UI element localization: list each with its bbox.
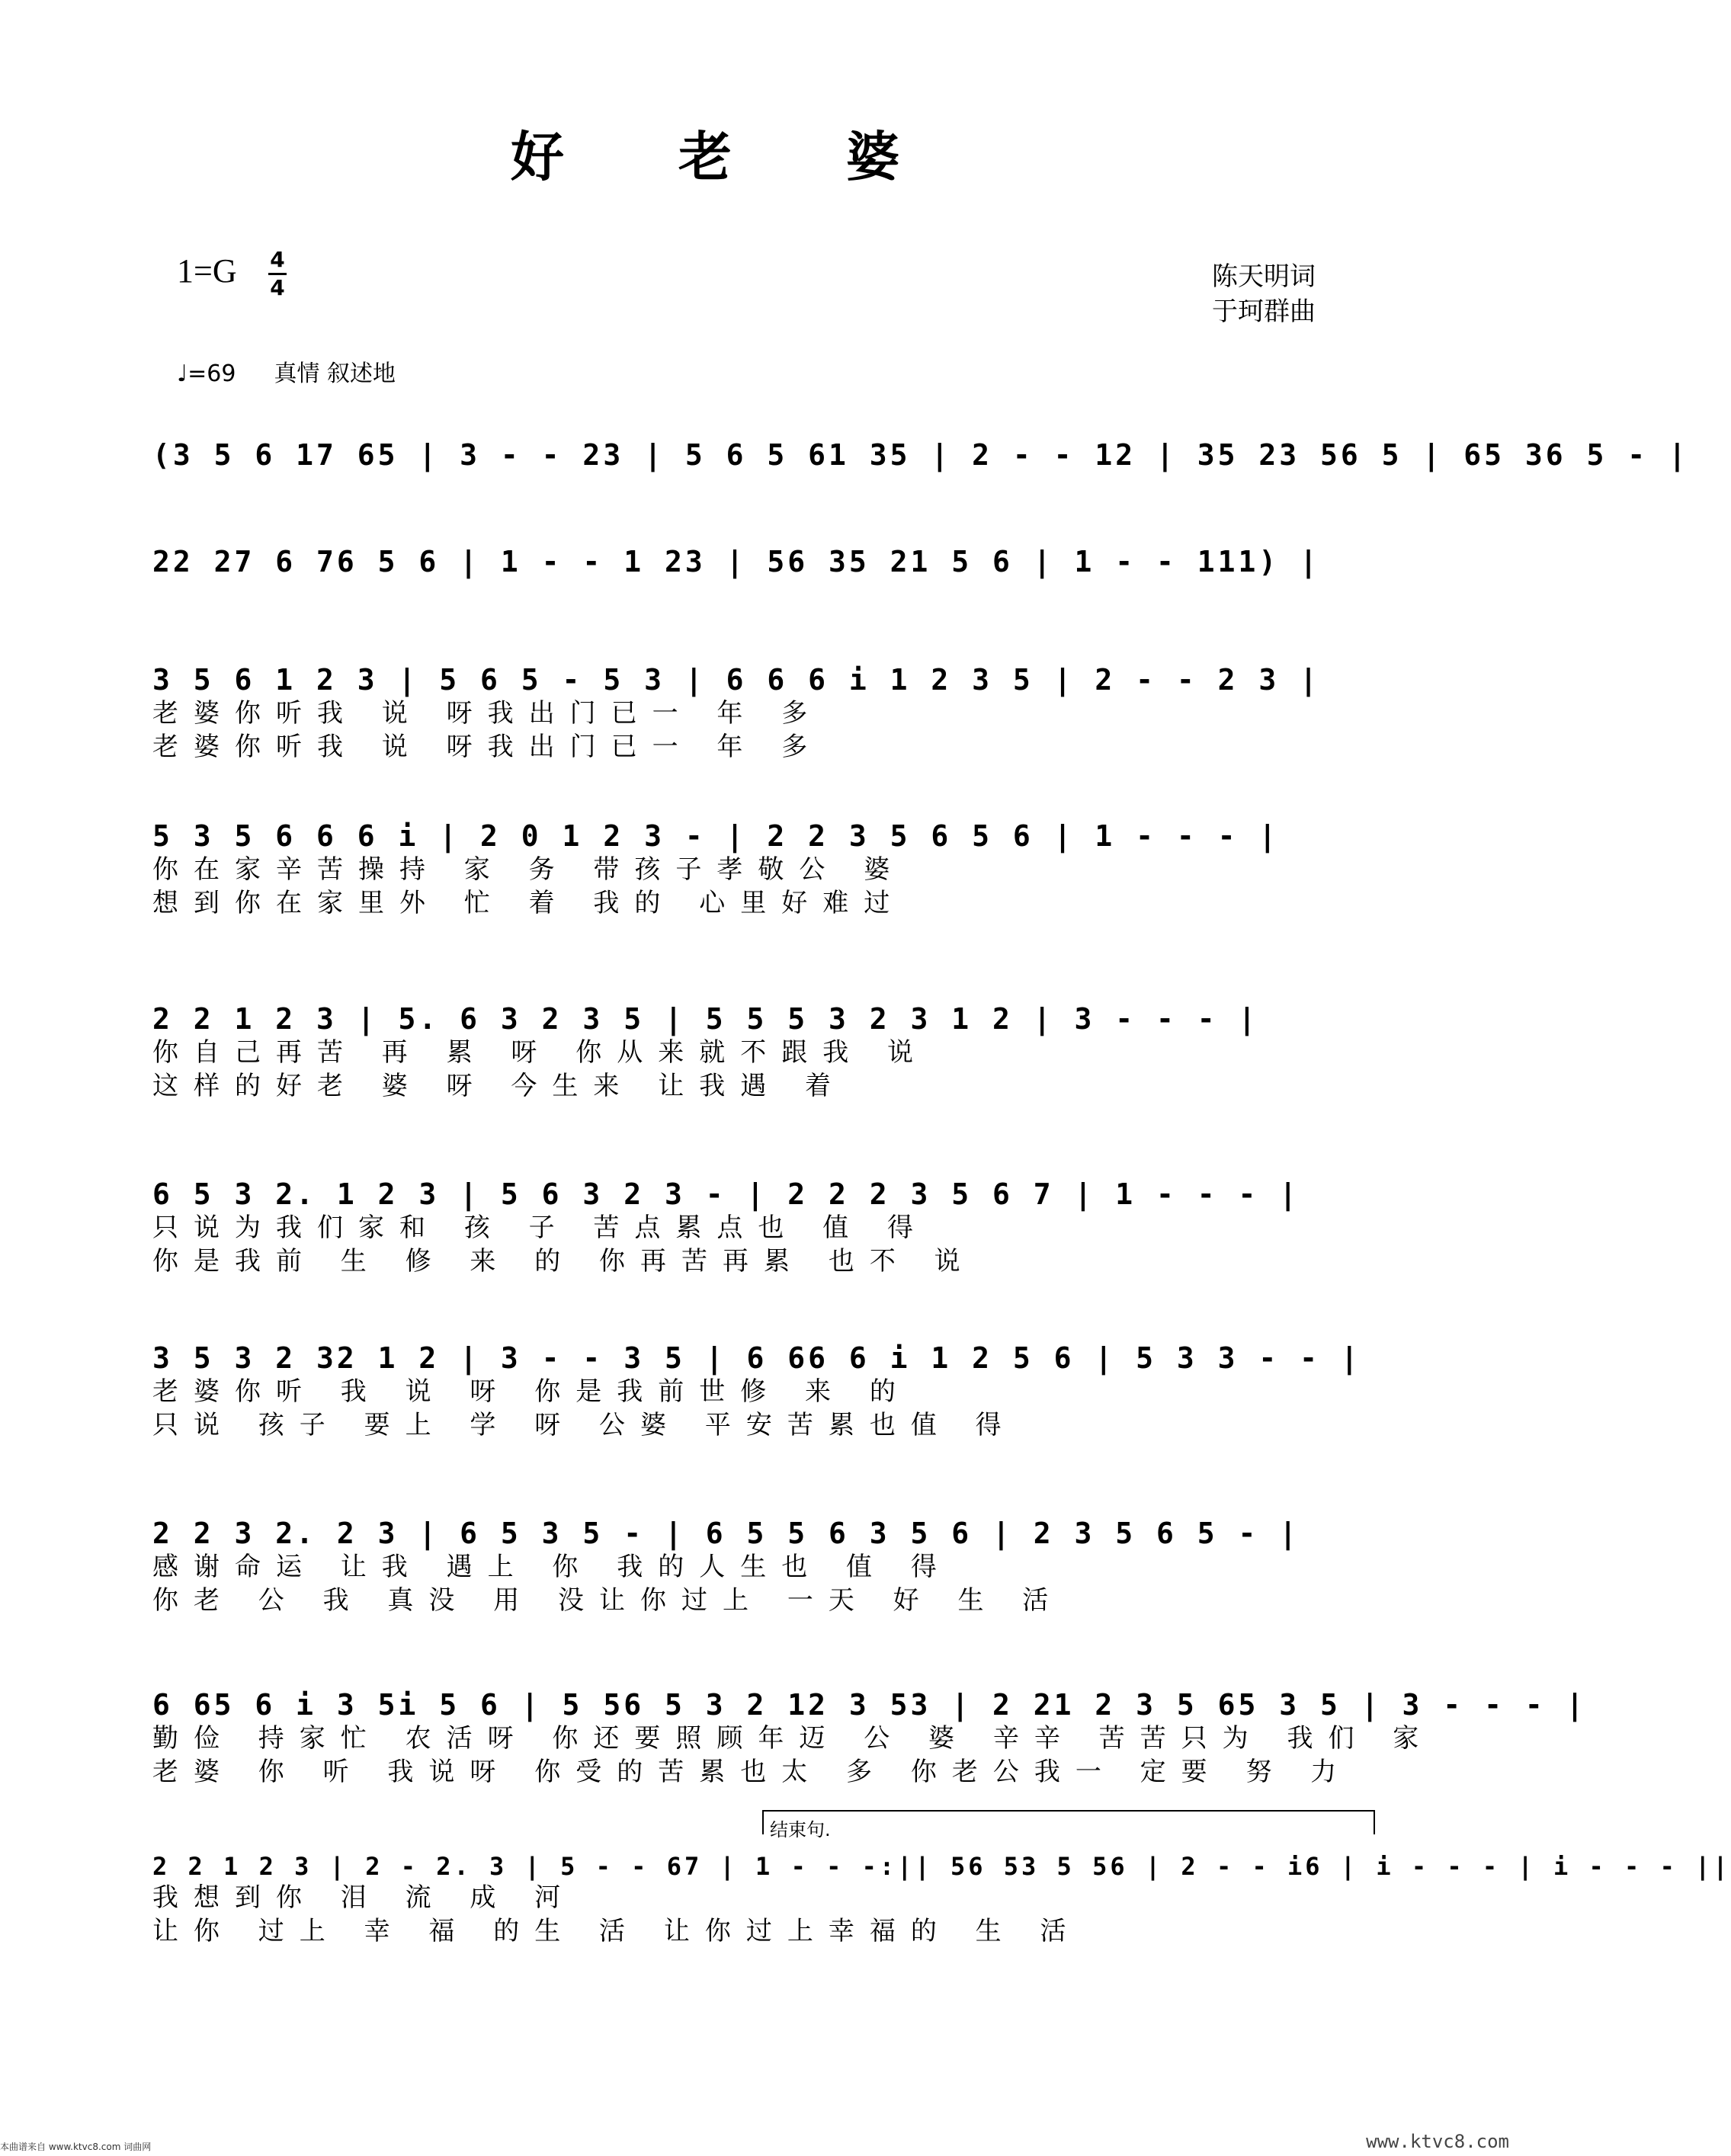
lyrics-verse-1: 感谢命运 让我 遇上 你 我的人生也 值 得 — [152, 1552, 952, 1582]
meter-top: 4 — [270, 247, 285, 272]
lyricist: 陈天明词 — [1212, 261, 1316, 292]
system-1 — [152, 438, 1689, 472]
notes-line: 6 5 3 2. 1 2 3 | 5 6 3 2 3 - | 2 2 2 3 5 6 7 | 1 - - - | — [152, 1177, 1300, 1211]
song-title: 好老婆 — [511, 125, 1014, 188]
notes-line: (3 5 6 17 65 | 3 - - 23 | 5 6 5 61 35 | 2 - - 12 | 35 23 56 5 | 65 36 5 - | — [152, 438, 1689, 472]
lyrics-verse-2: 这样的好老 婆 呀 今生来 让我遇 着 — [152, 1071, 847, 1101]
footer-watermark: www.ktvc8.com — [1366, 2131, 1509, 2152]
tempo-line — [177, 354, 396, 388]
notes-line: 3 5 6 1 2 3 | 5 6 5 - 5 3 | 6 6 6 i 1 2 3 5 | 2 - - 2 3 | — [152, 663, 1321, 697]
lyrics-verse-2: 你是我前 生 修 来 的 你再苦再累 也不 说 — [152, 1246, 976, 1277]
system-3 — [152, 663, 1372, 764]
lyrics-verse-1: 你在家辛苦操持 家 务 带孩子孝敬公 婆 — [152, 854, 906, 885]
lyrics-verse-1: 我想到你 泪 流 成 河 — [152, 1882, 576, 1913]
system-2 — [152, 545, 1372, 578]
notes-line: 3 5 3 2 32 1 2 | 3 - - 3 5 | 6 66 6 i 1 2 5 6 | 5 3 3 - - | — [152, 1341, 1361, 1375]
system-9 — [152, 1688, 1587, 1789]
lyrics-verse-1: 你自己再苦 再 累 呀 你从来就不跟我 说 — [152, 1037, 929, 1068]
system-7 — [152, 1341, 1372, 1442]
notes-line: 22 27 6 76 5 6 | 1 - - 1 23 | 56 35 21 5 6 | 1 - - 111) | — [152, 545, 1321, 578]
lyrics-verse-1: 只说为我们家和 孩 子 苦点累点也 值 得 — [152, 1213, 929, 1243]
lyrics-verse-2: 老婆你听我 说 呀我出门已一 年 多 — [152, 732, 823, 762]
credits — [1212, 259, 1316, 329]
lyrics-verse-2: 只说 孩子 要上 学 呀 公婆 平安苦累也值 得 — [152, 1410, 1017, 1440]
system-6 — [152, 1177, 1372, 1278]
lyrics-verse-1: 老婆你听 我 说 呀 你是我前世修 来 的 — [152, 1376, 911, 1407]
notes-line: 6 65 6 i 3 5i 5 6 | 5 56 5 3 2 12 3 53 | 2 21 2 3 5 65 3 5 | 3 - - - | — [152, 1688, 1587, 1722]
time-signature — [268, 248, 287, 300]
ending-label: 结束句. — [770, 1819, 831, 1840]
notes-line: 2 2 1 2 3 | 5. 6 3 2 3 5 | 5 5 5 3 2 3 1 2 | 3 - - - | — [152, 1002, 1259, 1036]
expression-mark: 真情 叙述地 — [274, 360, 396, 387]
notes-line: 2 2 1 2 3 | 2 - 2. 3 | 5 - - 67 | 1 - - -:|| 56 53 5 56 | 2 - - i6 | i - - - | i - - - || — [152, 1852, 1731, 1881]
lyrics-verse-2: 你老 公 我 真没 用 没让你过上 一天 好 生 活 — [152, 1585, 1064, 1616]
tempo-mark: ♩=69 — [177, 360, 236, 387]
meter-bottom: 4 — [270, 275, 285, 300]
system-4 — [152, 819, 1372, 920]
system-10 — [152, 1852, 1731, 1948]
notes-line: 2 2 3 2. 2 3 | 6 5 3 5 - | 6 5 5 6 3 5 6 | 2 3 5 6 5 - | — [152, 1517, 1300, 1550]
ending-bracket — [762, 1810, 1375, 1840]
footer-source: 本曲谱来自 www.ktvc8.com 词曲网 — [0, 2142, 152, 2152]
lyrics-verse-2: 让你 过上 幸 福 的生 活 让你过上幸福的 生 活 — [152, 1916, 1082, 1946]
system-8 — [152, 1517, 1372, 1617]
lyrics-verse-1: 老婆你听我 说 呀我出门已一 年 多 — [152, 698, 823, 729]
system-5 — [152, 1002, 1372, 1103]
composer: 于珂群曲 — [1212, 296, 1316, 327]
notes-line: 5 3 5 6 6 6 i | 2 0 1 2 3 - | 2 2 3 5 6 5 6 | 1 - - - | — [152, 819, 1280, 853]
key-signature: 1=G — [177, 252, 237, 290]
lyrics-verse-1: 勤俭 持家忙 农活呀 你还要照顾年迈 公 婆 辛辛 苦苦只为 我们 家 — [152, 1723, 1434, 1754]
lyrics-verse-2: 老婆 你 听 我说呀 你受的苦累也太 多 你老公我一 定要 努 力 — [152, 1757, 1352, 1787]
lyrics-verse-2: 想到你在家里外 忙 着 我的 心里好难过 — [152, 888, 906, 918]
